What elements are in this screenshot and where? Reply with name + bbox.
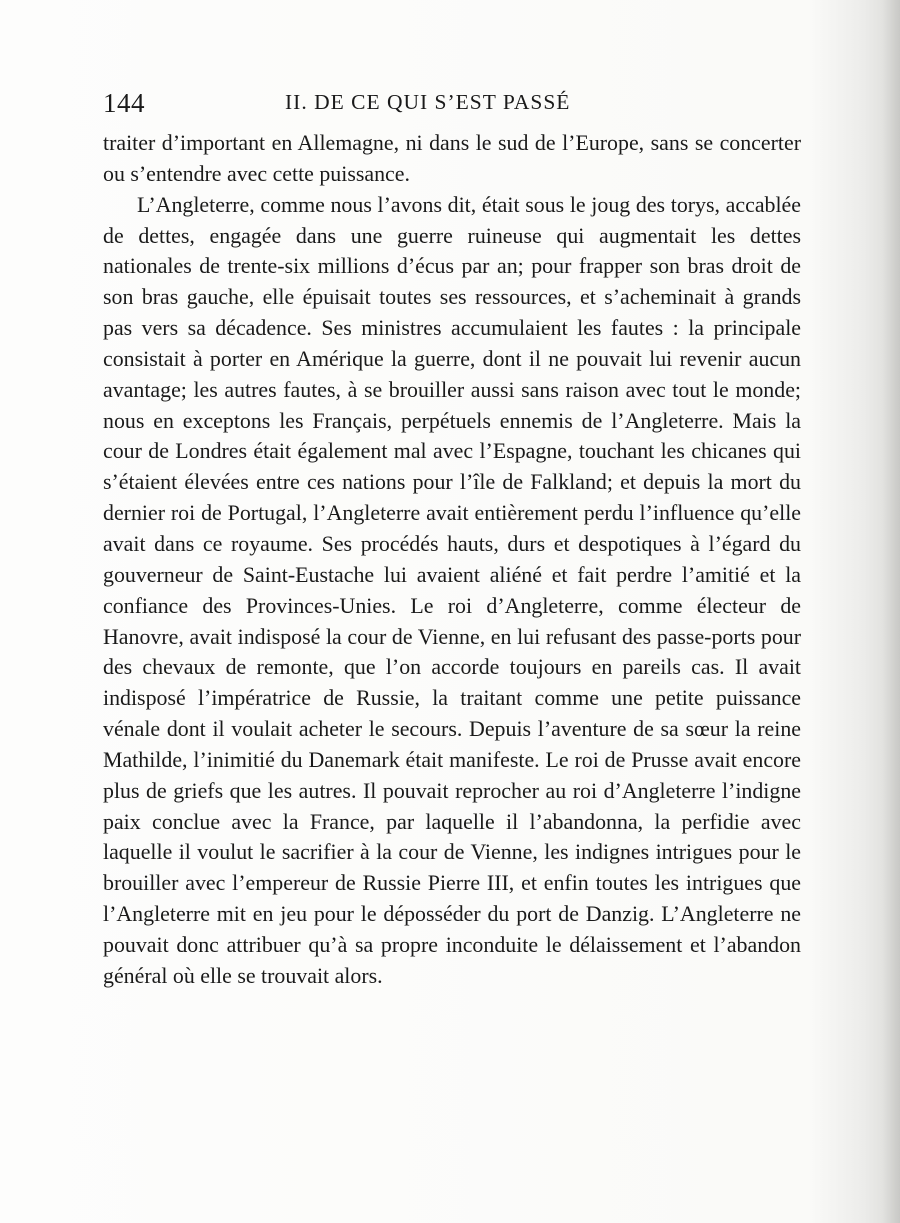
- page-number: 144: [103, 88, 145, 118]
- running-head-title: II. DE CE QUI S’EST PASSÉ: [285, 90, 571, 114]
- body-text: [103, 128, 801, 992]
- paragraph: L’Angleterre, comme nous l’avons dit, était sous le joug des torys, accablée de dettes, engagée dans une guerre ruineuse qui augmentait les dettes nationales de trente-six millions d’écus par an; pour frapper son bras droit de son bras gauche, elle épuisait toutes ses ressources, et s’acheminait à grands pas vers sa décadence. Ses ministres accumulaient les fautes : la principale consistait à porter en Amérique la guerre, dont il ne pouvait lui revenir aucun avantage; les autres fautes, à se brouiller aussi sans raison avec tout le monde; nous en exceptons les Français, perpétuels ennemis de l’Angleterre. Mais la cour de Londres était également mal avec l’Espagne, touchant les chicanes qui s’étaient élevées entre ces nations pour l’île de Falkland; et depuis la mort du dernier roi de Portugal, l’Angleterre avait entièrement perdu l’influence qu’elle avait dans ce royaume. Ses procédés hauts, durs et despotiques à l’égard du gouverneur de Saint-Eustache lui avaient aliéné et fait perdre l’amitié et la confiance des Provinces-Unies. Le roi d’Angleterre, comme électeur de Hanovre, avait indisposé la cour de Vienne, en lui refusant des passe-ports pour des chevaux de remonte, que l’on accorde toujours en pareils cas. Il avait indisposé l’impératrice de Russie, la traitant comme une petite puissance vénale dont il voulait acheter le secours. Depuis l’aventure de sa sœur la reine Mathilde, l’inimitié du Danemark était manifeste. Le roi de Prusse avait encore plus de griefs que les autres. Il pouvait reprocher au roi d’Angleterre l’indigne paix conclue avec la France, par laquelle il l’abandonna, la perfidie avec laquelle il voulut le sacrifier à la cour de Vienne, les indignes intrigues pour le brouiller avec l’empereur de Russie Pierre III, et enfin toutes les intrigues que l’Angleterre mit en jeu pour le déposséder du port de Danzig. L’Angleterre ne pouvait donc attribuer qu’à sa propre inconduite le délaissement et l’abandon général où elle se trouvait alors.: [103, 191, 801, 988]
- running-head: [103, 86, 801, 122]
- page-edge-shadow: [882, 0, 900, 1223]
- paragraph-continued: traiter d’important en Allemagne, ni dans le sud de l’Europe, sans se concerter ou s’entendre avec cette puissance.: [103, 130, 801, 186]
